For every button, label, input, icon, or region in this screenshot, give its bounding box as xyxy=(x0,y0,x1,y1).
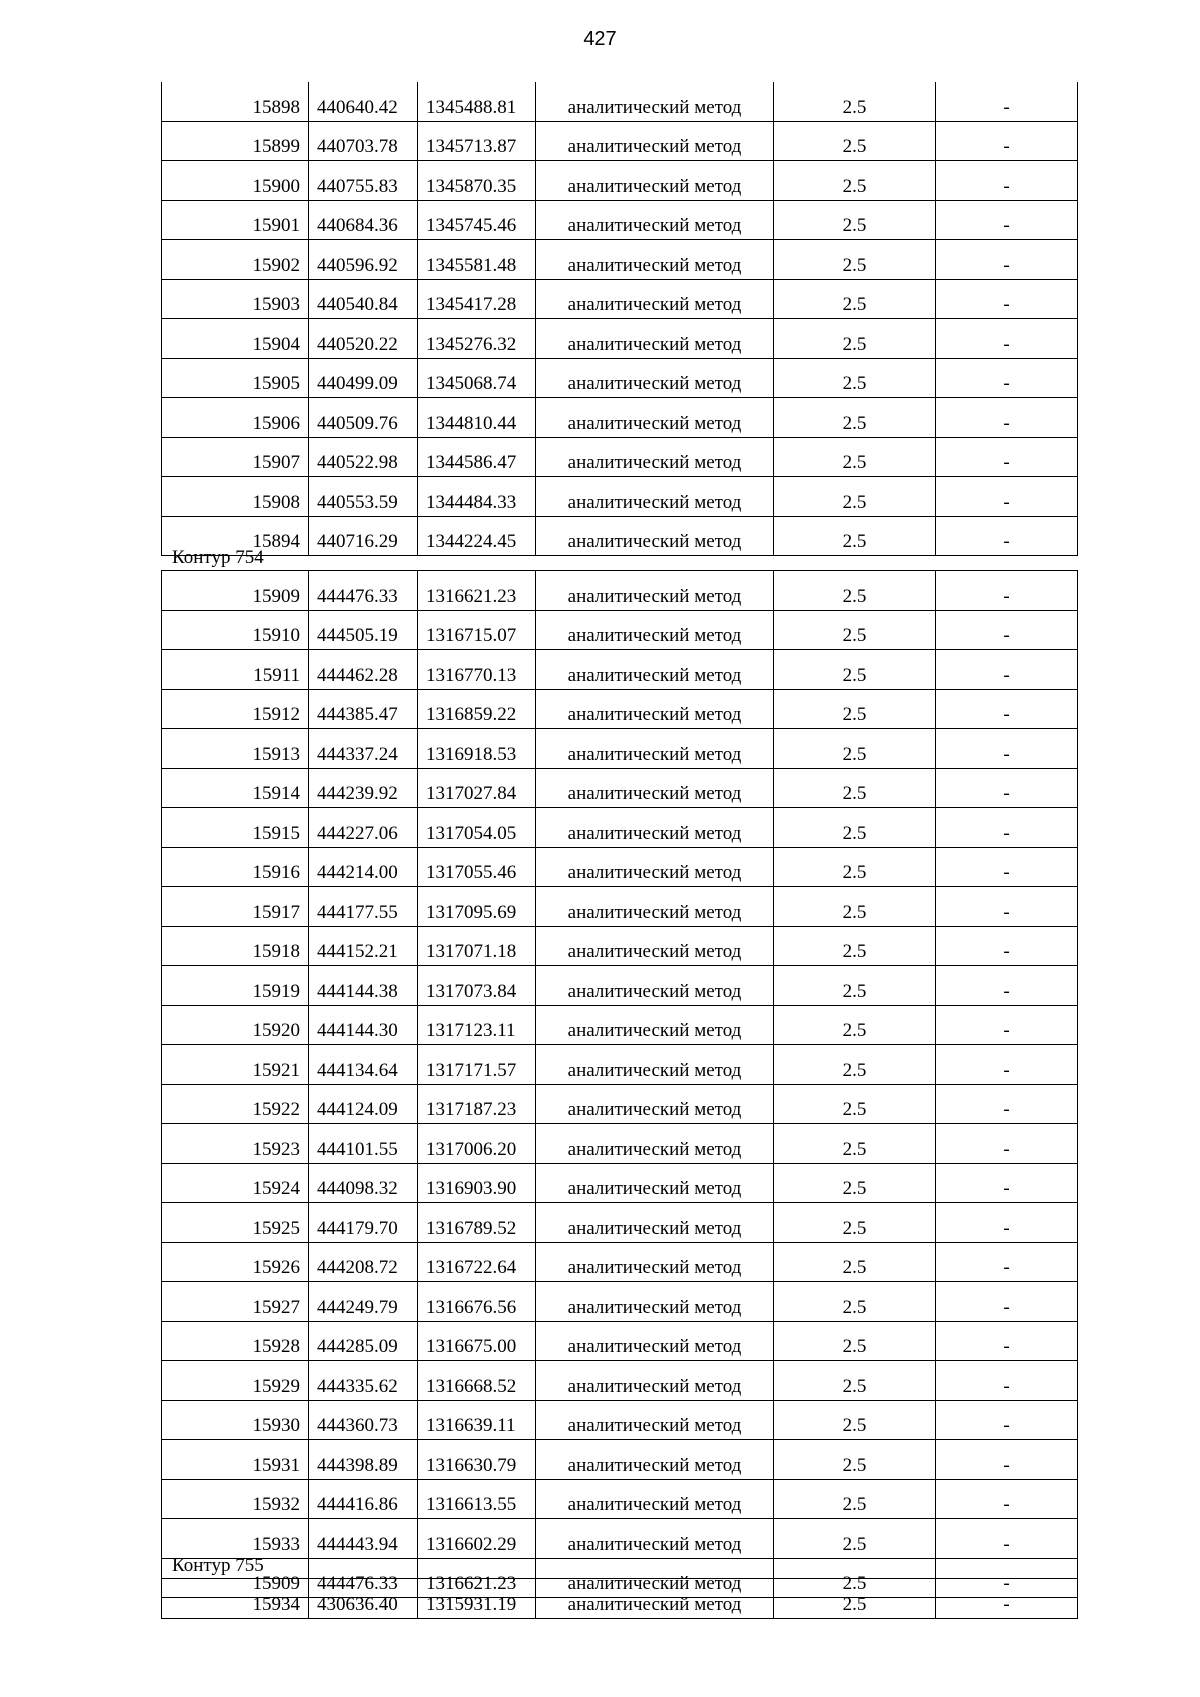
table-row xyxy=(162,887,1078,927)
y-coordinate-cell: 1316722.64 xyxy=(418,1242,536,1282)
point-number-cell: 15908 xyxy=(162,477,309,517)
description-cell: - xyxy=(936,966,1078,1006)
description-cell: - xyxy=(936,1321,1078,1361)
table-row xyxy=(162,516,1078,556)
x-coordinate-cell: 430636.40 xyxy=(309,1579,418,1619)
description-cell: - xyxy=(936,1005,1078,1045)
x-coordinate-cell: 444227.06 xyxy=(309,808,418,848)
description-cell: - xyxy=(936,437,1078,477)
coordinates-block-1 xyxy=(161,82,1077,556)
method-cell: аналитический метод xyxy=(536,1479,774,1519)
x-coordinate-cell: 444337.24 xyxy=(309,729,418,769)
table-row xyxy=(162,571,1078,611)
point-number-cell: 15924 xyxy=(162,1163,309,1203)
x-coordinate-cell: 440509.76 xyxy=(309,398,418,438)
x-coordinate-cell: 444134.64 xyxy=(309,1045,418,1085)
y-coordinate-cell: 1317027.84 xyxy=(418,768,536,808)
coordinates-table xyxy=(161,570,1078,1598)
description-cell: - xyxy=(936,516,1078,556)
accuracy-cell: 2.5 xyxy=(774,516,936,556)
point-number-cell: 15917 xyxy=(162,887,309,927)
method-cell: аналитический метод xyxy=(536,610,774,650)
accuracy-cell: 2.5 xyxy=(774,121,936,161)
point-number-cell: 15926 xyxy=(162,1242,309,1282)
y-coordinate-cell: 1316621.23 xyxy=(418,571,536,611)
accuracy-cell: 2.5 xyxy=(774,1440,936,1480)
y-coordinate-cell: 1316668.52 xyxy=(418,1361,536,1401)
y-coordinate-cell: 1316639.11 xyxy=(418,1400,536,1440)
y-coordinate-cell: 1317055.46 xyxy=(418,847,536,887)
table-row xyxy=(162,437,1078,477)
table-row xyxy=(162,689,1078,729)
method-cell: аналитический метод xyxy=(536,358,774,398)
y-coordinate-cell: 1316918.53 xyxy=(418,729,536,769)
description-cell: - xyxy=(936,358,1078,398)
accuracy-cell: 2.5 xyxy=(774,1282,936,1322)
accuracy-cell: 2.5 xyxy=(774,200,936,240)
table-row xyxy=(162,82,1078,121)
point-number-cell: 15921 xyxy=(162,1045,309,1085)
coordinates-block-3 xyxy=(161,1578,1077,1619)
description-cell: - xyxy=(936,1519,1078,1559)
y-coordinate-cell: 1344224.45 xyxy=(418,516,536,556)
point-number-cell: 15912 xyxy=(162,689,309,729)
point-number-cell: 15925 xyxy=(162,1203,309,1243)
accuracy-cell: 2.5 xyxy=(774,650,936,690)
x-coordinate-cell: 440596.92 xyxy=(309,240,418,280)
point-number-cell: 15907 xyxy=(162,437,309,477)
method-cell: аналитический метод xyxy=(536,1282,774,1322)
table-row xyxy=(162,1321,1078,1361)
description-cell: - xyxy=(936,82,1078,121)
table-row xyxy=(162,358,1078,398)
y-coordinate-cell: 1345417.28 xyxy=(418,279,536,319)
description-cell: - xyxy=(936,1400,1078,1440)
point-number-cell: 15927 xyxy=(162,1282,309,1322)
description-cell: - xyxy=(936,240,1078,280)
y-coordinate-cell: 1316789.52 xyxy=(418,1203,536,1243)
description-cell: - xyxy=(936,477,1078,517)
method-cell: аналитический метод xyxy=(536,1045,774,1085)
x-coordinate-cell: 440684.36 xyxy=(309,200,418,240)
coordinates-table xyxy=(161,82,1078,556)
accuracy-cell: 2.5 xyxy=(774,477,936,517)
table-row xyxy=(162,1479,1078,1519)
x-coordinate-cell: 444249.79 xyxy=(309,1282,418,1322)
description-cell: - xyxy=(936,1558,1078,1598)
method-cell: аналитический метод xyxy=(536,966,774,1006)
description-cell: - xyxy=(936,847,1078,887)
x-coordinate-cell: 440540.84 xyxy=(309,279,418,319)
method-cell: аналитический метод xyxy=(536,516,774,556)
contour-label: Контур 755 xyxy=(172,1555,264,1576)
y-coordinate-cell: 1316859.22 xyxy=(418,689,536,729)
table-row xyxy=(162,847,1078,887)
method-cell: аналитический метод xyxy=(536,200,774,240)
method-cell: аналитический метод xyxy=(536,437,774,477)
accuracy-cell: 2.5 xyxy=(774,1242,936,1282)
method-cell: аналитический метод xyxy=(536,161,774,201)
accuracy-cell: 2.5 xyxy=(774,966,936,1006)
y-coordinate-cell: 1317171.57 xyxy=(418,1045,536,1085)
method-cell: аналитический метод xyxy=(536,1005,774,1045)
table-row xyxy=(162,319,1078,359)
accuracy-cell: 2.5 xyxy=(774,358,936,398)
method-cell: аналитический метод xyxy=(536,1203,774,1243)
accuracy-cell: 2.5 xyxy=(774,1084,936,1124)
description-cell: - xyxy=(936,1579,1078,1619)
point-number-cell: 15923 xyxy=(162,1124,309,1164)
description-cell: - xyxy=(936,1282,1078,1322)
method-cell: аналитический метод xyxy=(536,1361,774,1401)
table-row xyxy=(162,768,1078,808)
table-row xyxy=(162,398,1078,438)
table-row xyxy=(162,1242,1078,1282)
coordinates-table xyxy=(161,1578,1078,1619)
y-coordinate-cell: 1345488.81 xyxy=(418,82,536,121)
table-row xyxy=(162,1579,1078,1619)
table-row xyxy=(162,161,1078,201)
method-cell: аналитический метод xyxy=(536,121,774,161)
table-row xyxy=(162,240,1078,280)
accuracy-cell: 2.5 xyxy=(774,1203,936,1243)
y-coordinate-cell: 1344484.33 xyxy=(418,477,536,517)
accuracy-cell: 2.5 xyxy=(774,729,936,769)
method-cell: аналитический метод xyxy=(536,279,774,319)
description-cell: - xyxy=(936,1203,1078,1243)
point-number-cell: 15915 xyxy=(162,808,309,848)
x-coordinate-cell: 444285.09 xyxy=(309,1321,418,1361)
y-coordinate-cell: 1317095.69 xyxy=(418,887,536,927)
description-cell: - xyxy=(936,121,1078,161)
accuracy-cell: 2.5 xyxy=(774,1519,936,1559)
table-row xyxy=(162,1519,1078,1559)
description-cell: - xyxy=(936,1045,1078,1085)
page-number: 427 xyxy=(583,28,617,50)
method-cell: аналитический метод xyxy=(536,477,774,517)
y-coordinate-cell: 1317054.05 xyxy=(418,808,536,848)
coordinates-block-2 xyxy=(161,570,1077,1598)
accuracy-cell: 2.5 xyxy=(774,847,936,887)
description-cell: - xyxy=(936,926,1078,966)
y-coordinate-cell: 1315931.19 xyxy=(418,1579,536,1619)
x-coordinate-cell: 444152.21 xyxy=(309,926,418,966)
x-coordinate-cell: 440640.42 xyxy=(309,82,418,121)
description-cell: - xyxy=(936,650,1078,690)
point-number-cell: 15902 xyxy=(162,240,309,280)
method-cell: аналитический метод xyxy=(536,808,774,848)
description-cell: - xyxy=(936,398,1078,438)
accuracy-cell: 2.5 xyxy=(774,398,936,438)
method-cell: аналитический метод xyxy=(536,1163,774,1203)
y-coordinate-cell: 1345870.35 xyxy=(418,161,536,201)
x-coordinate-cell: 444179.70 xyxy=(309,1203,418,1243)
description-cell: - xyxy=(936,279,1078,319)
y-coordinate-cell: 1345745.46 xyxy=(418,200,536,240)
x-coordinate-cell: 444208.72 xyxy=(309,1242,418,1282)
description-cell: - xyxy=(936,1440,1078,1480)
point-number-cell: 15899 xyxy=(162,121,309,161)
accuracy-cell: 2.5 xyxy=(774,571,936,611)
y-coordinate-cell: 1316903.90 xyxy=(418,1163,536,1203)
y-coordinate-cell: 1344810.44 xyxy=(418,398,536,438)
method-cell: аналитический метод xyxy=(536,847,774,887)
accuracy-cell: 2.5 xyxy=(774,82,936,121)
accuracy-cell: 2.5 xyxy=(774,1479,936,1519)
x-coordinate-cell: 444214.00 xyxy=(309,847,418,887)
method-cell: аналитический метод xyxy=(536,1579,774,1619)
table-row xyxy=(162,650,1078,690)
accuracy-cell: 2.5 xyxy=(774,1579,936,1619)
point-number-cell: 15919 xyxy=(162,966,309,1006)
method-cell: аналитический метод xyxy=(536,1124,774,1164)
description-cell: - xyxy=(936,1163,1078,1203)
accuracy-cell: 2.5 xyxy=(774,808,936,848)
y-coordinate-cell: 1317187.23 xyxy=(418,1084,536,1124)
method-cell: аналитический метод xyxy=(536,319,774,359)
point-number-cell: 15914 xyxy=(162,768,309,808)
method-cell: аналитический метод xyxy=(536,1440,774,1480)
x-coordinate-cell: 444360.73 xyxy=(309,1400,418,1440)
point-number-cell: 15933 xyxy=(162,1519,309,1559)
y-coordinate-cell: 1316770.13 xyxy=(418,650,536,690)
table-row xyxy=(162,121,1078,161)
contour-label: Контур 754 xyxy=(172,547,264,568)
table-row xyxy=(162,808,1078,848)
accuracy-cell: 2.5 xyxy=(774,887,936,927)
y-coordinate-cell: 1316675.00 xyxy=(418,1321,536,1361)
table-row xyxy=(162,966,1078,1006)
method-cell: аналитический метод xyxy=(536,1519,774,1559)
accuracy-cell: 2.5 xyxy=(774,1400,936,1440)
x-coordinate-cell: 444177.55 xyxy=(309,887,418,927)
description-cell: - xyxy=(936,1084,1078,1124)
x-coordinate-cell: 444239.92 xyxy=(309,768,418,808)
description-cell: - xyxy=(936,1124,1078,1164)
table-row xyxy=(162,729,1078,769)
y-coordinate-cell: 1317071.18 xyxy=(418,926,536,966)
y-coordinate-cell: 1317006.20 xyxy=(418,1124,536,1164)
description-cell: - xyxy=(936,200,1078,240)
point-number-cell: 15918 xyxy=(162,926,309,966)
method-cell: аналитический метод xyxy=(536,1084,774,1124)
table-row xyxy=(162,279,1078,319)
method-cell: аналитический метод xyxy=(536,926,774,966)
method-cell: аналитический метод xyxy=(536,887,774,927)
accuracy-cell: 2.5 xyxy=(774,1005,936,1045)
table-row xyxy=(162,926,1078,966)
point-number-cell: 15900 xyxy=(162,161,309,201)
x-coordinate-cell: 440522.98 xyxy=(309,437,418,477)
table-row xyxy=(162,477,1078,517)
y-coordinate-cell: 1316630.79 xyxy=(418,1440,536,1480)
description-cell: - xyxy=(936,319,1078,359)
table-row xyxy=(162,1163,1078,1203)
method-cell: аналитический метод xyxy=(536,768,774,808)
accuracy-cell: 2.5 xyxy=(774,1361,936,1401)
point-number-cell: 15909 xyxy=(162,1558,309,1598)
x-coordinate-cell: 444124.09 xyxy=(309,1084,418,1124)
point-number-cell: 15922 xyxy=(162,1084,309,1124)
method-cell: аналитический метод xyxy=(536,1242,774,1282)
accuracy-cell: 2.5 xyxy=(774,1045,936,1085)
x-coordinate-cell: 444144.38 xyxy=(309,966,418,1006)
table-row xyxy=(162,1005,1078,1045)
accuracy-cell: 2.5 xyxy=(774,437,936,477)
accuracy-cell: 2.5 xyxy=(774,319,936,359)
point-number-cell: 15901 xyxy=(162,200,309,240)
y-coordinate-cell: 1344586.47 xyxy=(418,437,536,477)
point-number-cell: 15931 xyxy=(162,1440,309,1480)
x-coordinate-cell: 444476.33 xyxy=(309,1558,418,1598)
x-coordinate-cell: 444098.32 xyxy=(309,1163,418,1203)
point-number-cell: 15904 xyxy=(162,319,309,359)
accuracy-cell: 2.5 xyxy=(774,1124,936,1164)
y-coordinate-cell: 1316602.29 xyxy=(418,1519,536,1559)
x-coordinate-cell: 440553.59 xyxy=(309,477,418,517)
accuracy-cell: 2.5 xyxy=(774,1163,936,1203)
x-coordinate-cell: 444101.55 xyxy=(309,1124,418,1164)
x-coordinate-cell: 444443.94 xyxy=(309,1519,418,1559)
table-row xyxy=(162,1282,1078,1322)
x-coordinate-cell: 440755.83 xyxy=(309,161,418,201)
table-row xyxy=(162,1440,1078,1480)
description-cell: - xyxy=(936,768,1078,808)
accuracy-cell: 2.5 xyxy=(774,240,936,280)
x-coordinate-cell: 444144.30 xyxy=(309,1005,418,1045)
x-coordinate-cell: 444476.33 xyxy=(309,571,418,611)
point-number-cell: 15934 xyxy=(162,1579,309,1619)
accuracy-cell: 2.5 xyxy=(774,768,936,808)
y-coordinate-cell: 1317123.11 xyxy=(418,1005,536,1045)
description-cell: - xyxy=(936,1242,1078,1282)
x-coordinate-cell: 444398.89 xyxy=(309,1440,418,1480)
y-coordinate-cell: 1345276.32 xyxy=(418,319,536,359)
method-cell: аналитический метод xyxy=(536,398,774,438)
method-cell: аналитический метод xyxy=(536,240,774,280)
x-coordinate-cell: 440716.29 xyxy=(309,516,418,556)
description-cell: - xyxy=(936,571,1078,611)
y-coordinate-cell: 1316676.56 xyxy=(418,1282,536,1322)
point-number-cell: 15898 xyxy=(162,82,309,121)
description-cell: - xyxy=(936,1479,1078,1519)
y-coordinate-cell: 1316621.23 xyxy=(418,1558,536,1598)
table-row xyxy=(162,1203,1078,1243)
x-coordinate-cell: 440520.22 xyxy=(309,319,418,359)
accuracy-cell: 2.5 xyxy=(774,161,936,201)
point-number-cell: 15911 xyxy=(162,650,309,690)
table-row xyxy=(162,200,1078,240)
x-coordinate-cell: 444505.19 xyxy=(309,610,418,650)
point-number-cell: 15916 xyxy=(162,847,309,887)
point-number-cell: 15929 xyxy=(162,1361,309,1401)
description-cell: - xyxy=(936,1361,1078,1401)
description-cell: - xyxy=(936,689,1078,729)
accuracy-cell: 2.5 xyxy=(774,926,936,966)
method-cell: аналитический метод xyxy=(536,729,774,769)
point-number-cell: 15928 xyxy=(162,1321,309,1361)
y-coordinate-cell: 1345068.74 xyxy=(418,358,536,398)
x-coordinate-cell: 444462.28 xyxy=(309,650,418,690)
method-cell: аналитический метод xyxy=(536,1400,774,1440)
x-coordinate-cell: 440703.78 xyxy=(309,121,418,161)
table-row xyxy=(162,1400,1078,1440)
table-row xyxy=(162,1124,1078,1164)
method-cell: аналитический метод xyxy=(536,1558,774,1598)
accuracy-cell: 2.5 xyxy=(774,689,936,729)
y-coordinate-cell: 1317073.84 xyxy=(418,966,536,1006)
x-coordinate-cell: 444385.47 xyxy=(309,689,418,729)
method-cell: аналитический метод xyxy=(536,1321,774,1361)
point-number-cell: 15932 xyxy=(162,1479,309,1519)
x-coordinate-cell: 444335.62 xyxy=(309,1361,418,1401)
description-cell: - xyxy=(936,887,1078,927)
point-number-cell: 15910 xyxy=(162,610,309,650)
y-coordinate-cell: 1316715.07 xyxy=(418,610,536,650)
point-number-cell: 15909 xyxy=(162,571,309,611)
x-coordinate-cell: 440499.09 xyxy=(309,358,418,398)
y-coordinate-cell: 1345581.48 xyxy=(418,240,536,280)
accuracy-cell: 2.5 xyxy=(774,279,936,319)
accuracy-cell: 2.5 xyxy=(774,610,936,650)
accuracy-cell: 2.5 xyxy=(774,1321,936,1361)
accuracy-cell: 2.5 xyxy=(774,1558,936,1598)
point-number-cell: 15903 xyxy=(162,279,309,319)
table-row xyxy=(162,1084,1078,1124)
method-cell: аналитический метод xyxy=(536,650,774,690)
y-coordinate-cell: 1345713.87 xyxy=(418,121,536,161)
description-cell: - xyxy=(936,808,1078,848)
table-row xyxy=(162,1045,1078,1085)
table-row xyxy=(162,610,1078,650)
point-number-cell: 15913 xyxy=(162,729,309,769)
description-cell: - xyxy=(936,729,1078,769)
description-cell: - xyxy=(936,610,1078,650)
point-number-cell: 15920 xyxy=(162,1005,309,1045)
table-row xyxy=(162,1361,1078,1401)
point-number-cell: 15894 xyxy=(162,516,309,556)
method-cell: аналитический метод xyxy=(536,689,774,729)
point-number-cell: 15906 xyxy=(162,398,309,438)
x-coordinate-cell: 444416.86 xyxy=(309,1479,418,1519)
method-cell: аналитический метод xyxy=(536,571,774,611)
y-coordinate-cell: 1316613.55 xyxy=(418,1479,536,1519)
description-cell: - xyxy=(936,161,1078,201)
method-cell: аналитический метод xyxy=(536,82,774,121)
point-number-cell: 15905 xyxy=(162,358,309,398)
point-number-cell: 15930 xyxy=(162,1400,309,1440)
